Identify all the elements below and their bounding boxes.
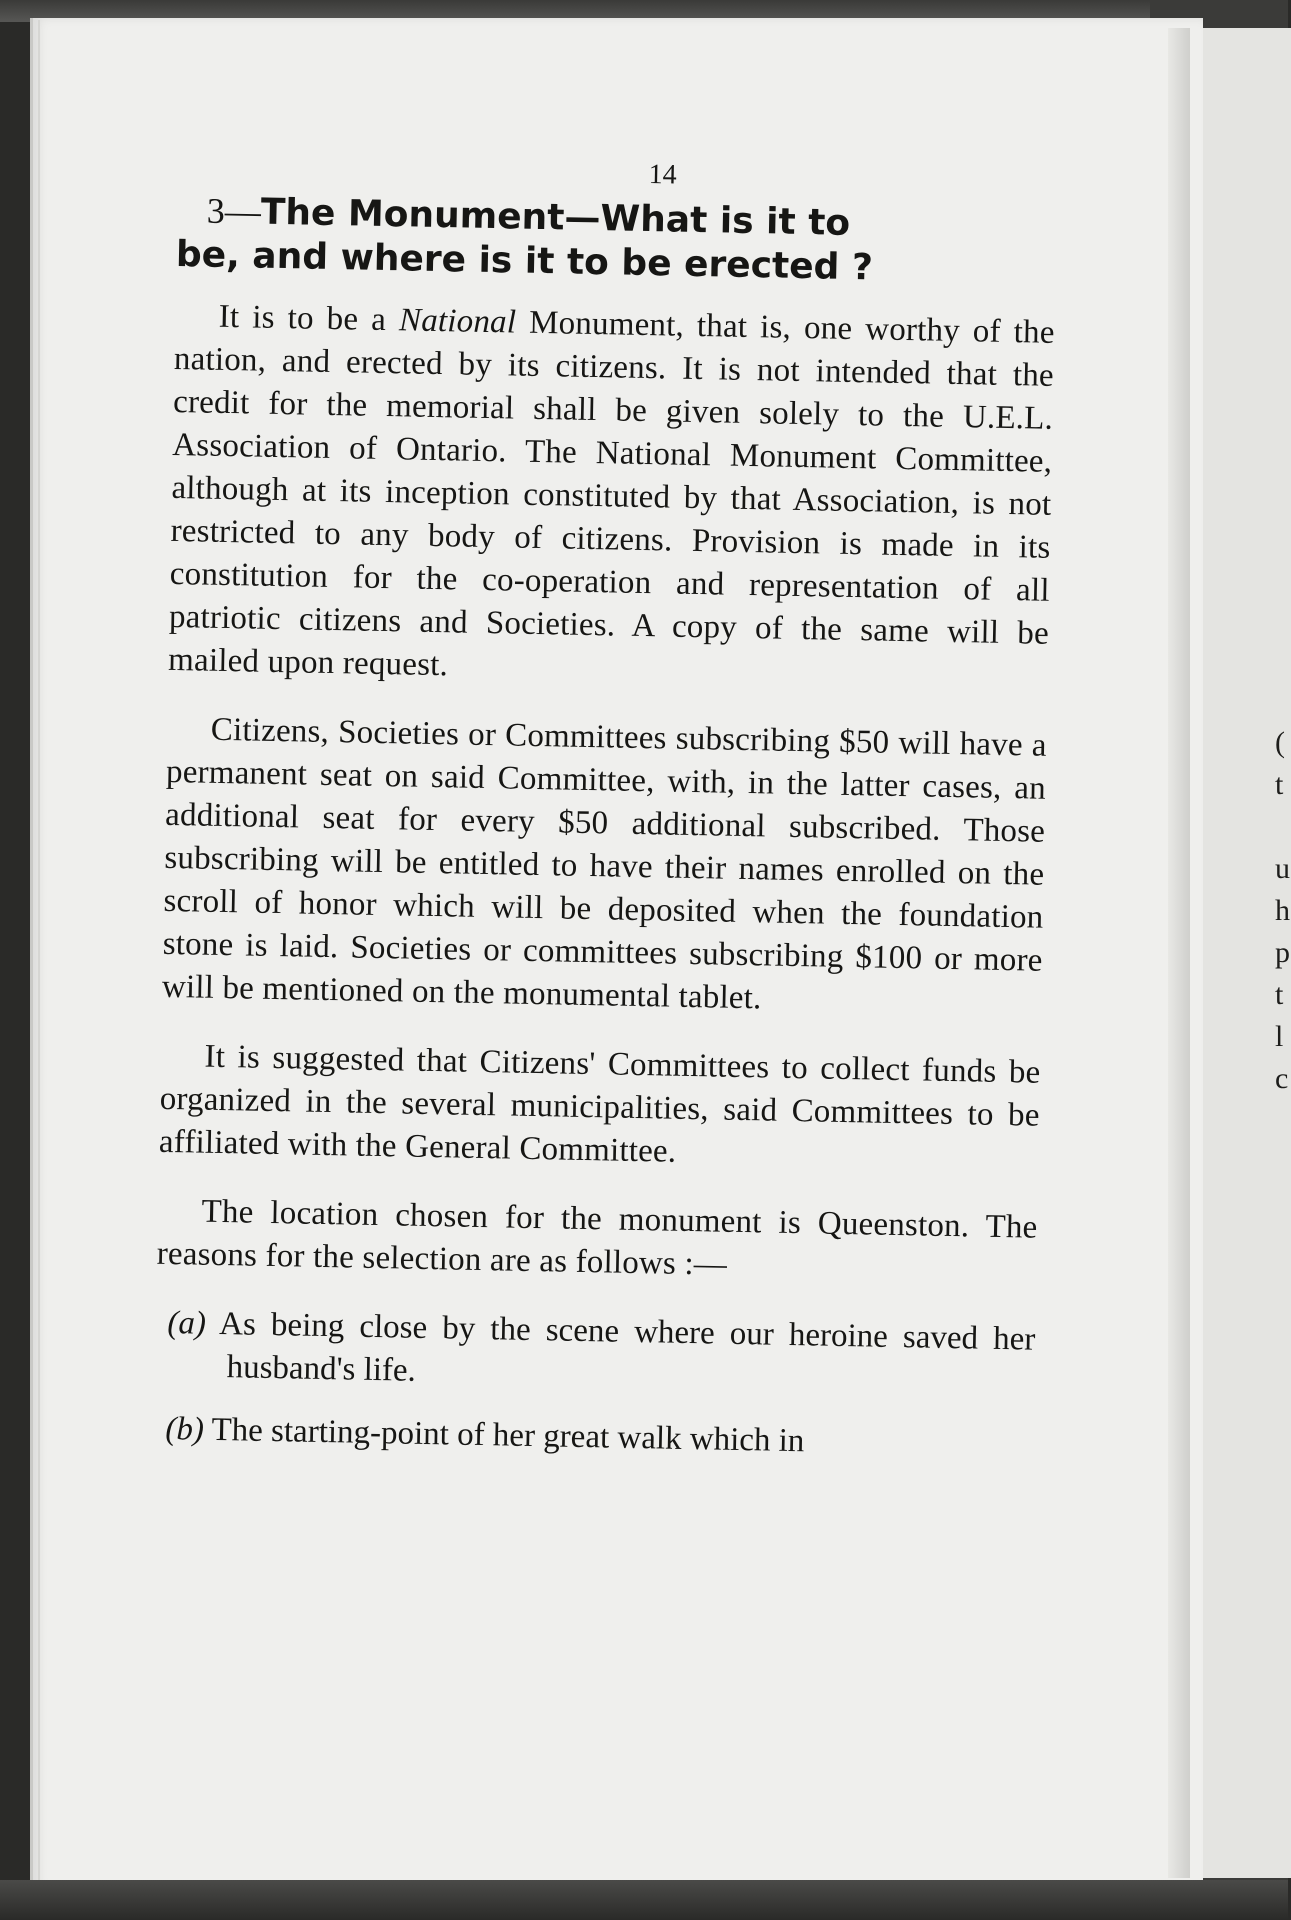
emphasis-national: National <box>398 302 517 341</box>
list-item-text: The starting-point of her great walk which in <box>211 1411 805 1460</box>
heading-line-1: The Monument—What is it to <box>260 191 851 244</box>
list-marker: (b) <box>165 1410 205 1448</box>
section-heading <box>176 188 1058 294</box>
scan-bottom-edge <box>0 1880 1288 1920</box>
adjacent-page-fragment: u <box>1275 852 1290 885</box>
page-text <box>153 150 1058 1488</box>
list-marker: (a) <box>167 1305 207 1342</box>
paragraph-text: Monument, that is, one worthy of the nation, and erected by its citizens. It is not intended that the credit for the memorial shall be given solely to the U.E.L. Association of Ontario. The National Monument Committee, although at its inception constituted by that Association, is not restricted to any body of citizens. Provision is made in its constitution for the co-operation and representation of all patriotic citizens and Societies. A copy of the same will be mailed upon request. <box>167 304 1055 684</box>
adjacent-page-fragment: c <box>1275 1062 1289 1095</box>
paragraph-text: It is to be a <box>218 298 400 339</box>
adjacent-page-fragment: l <box>1275 1020 1284 1053</box>
adjacent-page-fragment: t <box>1275 978 1284 1011</box>
page-number: 14 <box>648 159 677 191</box>
paragraph-citizens-committees: It is suggested that Citizens' Committees to collect funds be organized in the several municipalities, said Committees to be affiliated with the General Committee. <box>158 1038 1041 1170</box>
list-item-text: As being close by the scene where our heroine saved her husband's life. <box>218 1306 1036 1389</box>
adjacent-page-fragment: t <box>1275 768 1284 801</box>
paragraph-location: The location chosen for the monument is Queenston. The reasons for the selection are as follows :— <box>156 1193 1038 1283</box>
adjacent-page <box>1190 28 1291 1878</box>
page-edge <box>38 20 40 1880</box>
paragraph-subscriptions: Citizens, Societies or Committees subscribing $50 will have a permanent seat on said Committee, with, in the latter cases, an additional seat for every $50 additional subscribed. Those subscribing will be entitled to have their names enrolled on the scroll of honor which will be deposited when the foundation stone is laid. Societies or committees subscribing $100 or more will be mentioned on the monumental tablet. <box>161 711 1048 1017</box>
list-item <box>154 1302 1035 1405</box>
gutter-shadow <box>1168 28 1190 1878</box>
adjacent-page-fragment: ( <box>1275 726 1285 759</box>
adjacent-page-fragment: p <box>1275 936 1290 969</box>
list-item <box>153 1408 1034 1468</box>
adjacent-page-fragment: h <box>1275 894 1290 927</box>
heading-line-2: be, and where is it to be erected ? <box>175 233 874 289</box>
paragraph-national-monument <box>168 295 1055 699</box>
section-number: 3— <box>206 190 262 232</box>
